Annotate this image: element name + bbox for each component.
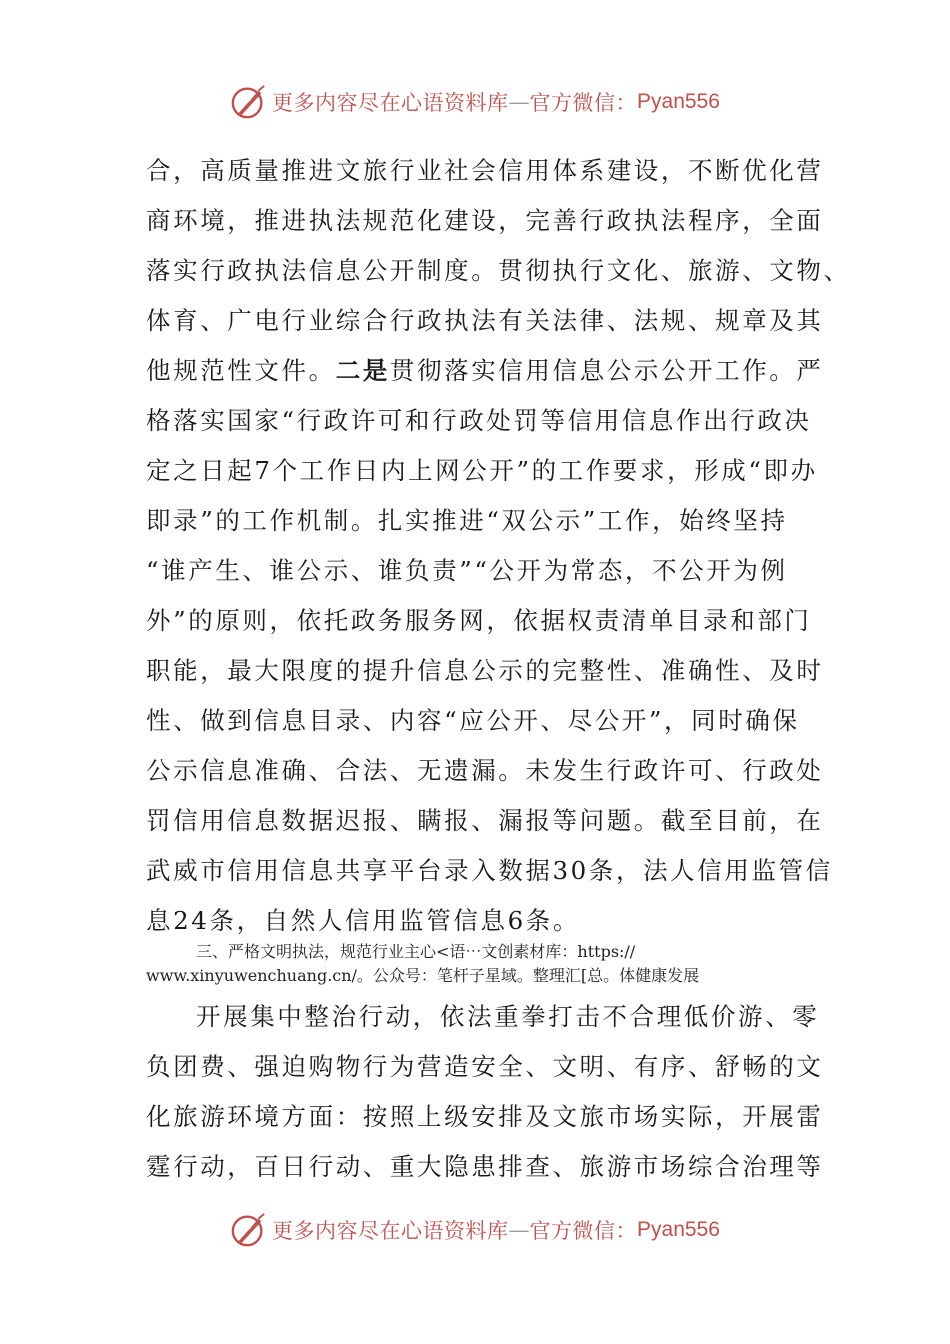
text-line: 合，高质量推进文旅行业社会信用体系建设，不断优化营 (146, 156, 824, 185)
watermark-note (146, 940, 826, 988)
banner-account: Pyan556 (637, 1218, 720, 1241)
header-banner (0, 80, 950, 124)
text-line: 商环境，推进执法规范化建设，完善行政执法程序，全面 (146, 206, 824, 235)
quill-pen-logo-icon (230, 83, 268, 121)
text-line: “谁产生、谁公示、谁负责”“公开为常态，不公开为例 (146, 556, 788, 585)
text-line: 负团费、强迫购物行为营造安全、文明、有序、舒畅的文 (146, 1052, 824, 1081)
text-line: 霆行动，百日行动、重大隐患排查、旅游市场综合治理等 (146, 1152, 824, 1181)
footer-banner (0, 1208, 950, 1252)
text-segment: 他规范性文件。 (146, 356, 336, 385)
banner-official-label: 官方微信： (529, 1219, 638, 1243)
note-line: 三、严格文明执法，规范行业主心<语⋯文创素材库：https:// (196, 942, 636, 961)
text-line: 开展集中整治行动，依法重拳打击不合理低价游、零 (196, 1002, 820, 1031)
banner-separator: — (508, 1218, 530, 1242)
banner-text: 更多内容尽在心语资料库 (272, 91, 509, 115)
text-line: 罚信用信息数据迟报、瞒报、漏报等问题。截至目前，在 (146, 806, 824, 835)
text-segment: 贯彻落实信用信息公示公开工作。严 (389, 356, 824, 385)
text-line: 格落实国家“行政许可和行政处罚等信用信息作出行政决 (146, 406, 812, 435)
banner-account: Pyan556 (637, 90, 720, 113)
text-line: 公示信息准确、合法、无遗漏。未发生行政许可、行政处 (146, 756, 824, 785)
text-line: 性、做到信息目录、内容“应公开、尽公开”，同时确保 (146, 706, 800, 735)
text-line (146, 346, 824, 396)
text-line: 外”的原则，依托政务服务网，依据权责清单目录和部门 (146, 606, 812, 635)
banner-separator: — (508, 90, 530, 114)
note-line: www.xinyuwenchuang.cn/。公众号：笔杆子星域。整理汇[总。体健康发展 (146, 966, 700, 985)
text-line: 息24条，自然人信用监管信息6条。 (146, 906, 580, 935)
text-line: 武威市信用信息共享平台录入数据30条，法人信用监管信 (146, 856, 833, 885)
bold-emphasis: 二是 (335, 356, 390, 385)
banner-official-label: 官方微信： (529, 91, 638, 115)
text-line: 落实行政执法信息公开制度。贯彻执行文化、旅游、文物、 (146, 256, 851, 285)
paragraph-one (146, 146, 851, 946)
paragraph-two (146, 992, 824, 1192)
text-line: 体育、广电行业综合行政执法有关法律、法规、规章及其 (146, 306, 824, 335)
text-line: 职能，最大限度的提升信息公示的完整性、准确性、及时 (146, 656, 824, 685)
banner-text: 更多内容尽在心语资料库 (272, 1219, 509, 1243)
text-line: 化旅游环境方面：按照上级安排及文旅市场实际，开展雷 (146, 1102, 824, 1131)
text-line: 即录”的工作机制。扎实推进“双公示”工作，始终坚持 (146, 506, 788, 535)
quill-pen-logo-icon (230, 1211, 268, 1249)
text-line: 定之日起7个工作日内上网公开”的工作要求，形成“即办 (146, 456, 818, 485)
